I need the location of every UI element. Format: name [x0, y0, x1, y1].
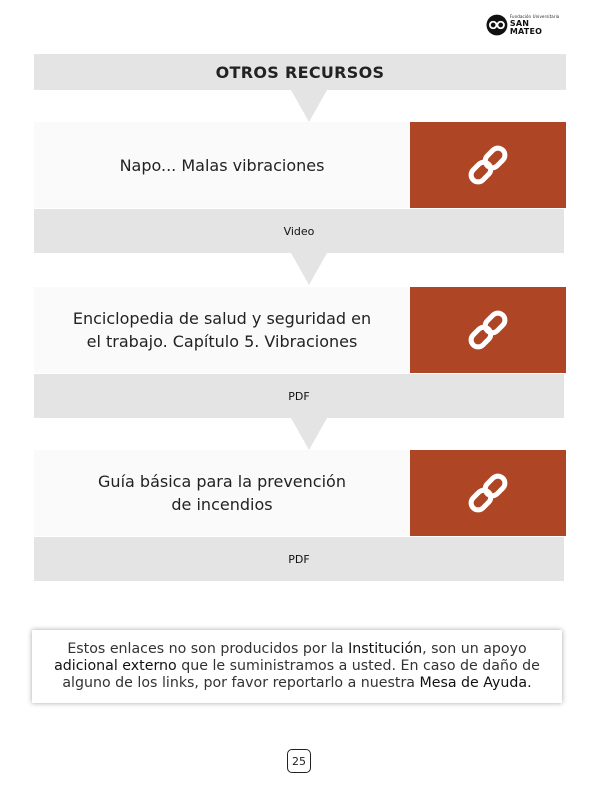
resource-type: PDF: [34, 374, 564, 418]
resource-title-line1: Guía básica para la prevención: [98, 472, 346, 491]
link-chain-icon: [464, 141, 512, 189]
notice-bold-institution: Institución: [348, 641, 423, 657]
logo-small-text: Fundación Universitaria: [509, 13, 560, 19]
down-arrow-icon: [291, 90, 327, 122]
resource-title-line2: el trabajo. Capítulo 5. Vibraciones: [86, 332, 358, 351]
down-arrow-icon: [291, 253, 327, 285]
institution-logo: [486, 14, 564, 36]
resource-link-button[interactable]: [410, 450, 566, 536]
section-title: OTROS RECURSOS: [215, 62, 385, 82]
notice-bold-external: adicional externo: [54, 658, 177, 674]
resource-card: [34, 450, 566, 536]
notice-text-part: , son un apoyo: [422, 641, 527, 657]
resource-title-line1: Enciclopedia de salud y seguridad en: [72, 309, 372, 328]
page-number: 25: [287, 749, 311, 773]
resource-title-line1: Napo... Malas vibraciones: [119, 155, 325, 175]
down-arrow-icon: [291, 418, 327, 450]
notice-text: [32, 641, 562, 692]
resource-type: Video: [34, 209, 564, 253]
external-links-notice: [32, 630, 562, 703]
notice-text-part: Estos enlaces no son producidos por la: [67, 641, 349, 657]
resource-card: [34, 122, 566, 208]
resource-link-button[interactable]: [410, 122, 566, 208]
section-header: [34, 54, 566, 90]
notice-text-part: que le suministramos a usted. En caso de daño de alguno de los links, por favor reportarlo a nuestra: [62, 658, 540, 691]
resource-card: [34, 287, 566, 373]
help-desk-link[interactable]: Mesa de Ayuda.: [419, 675, 532, 691]
logo-mark-icon: [486, 14, 508, 36]
resource-title: [34, 122, 410, 208]
resource-type: PDF: [34, 537, 564, 581]
resource-title: [34, 450, 410, 536]
resource-title: [34, 287, 410, 373]
resource-link-button[interactable]: [410, 287, 566, 373]
logo-big-text: SAN MATEO: [509, 18, 543, 36]
link-chain-icon: [464, 469, 512, 517]
resource-title-line2: de incendios: [171, 495, 273, 514]
link-chain-icon: [464, 306, 512, 354]
